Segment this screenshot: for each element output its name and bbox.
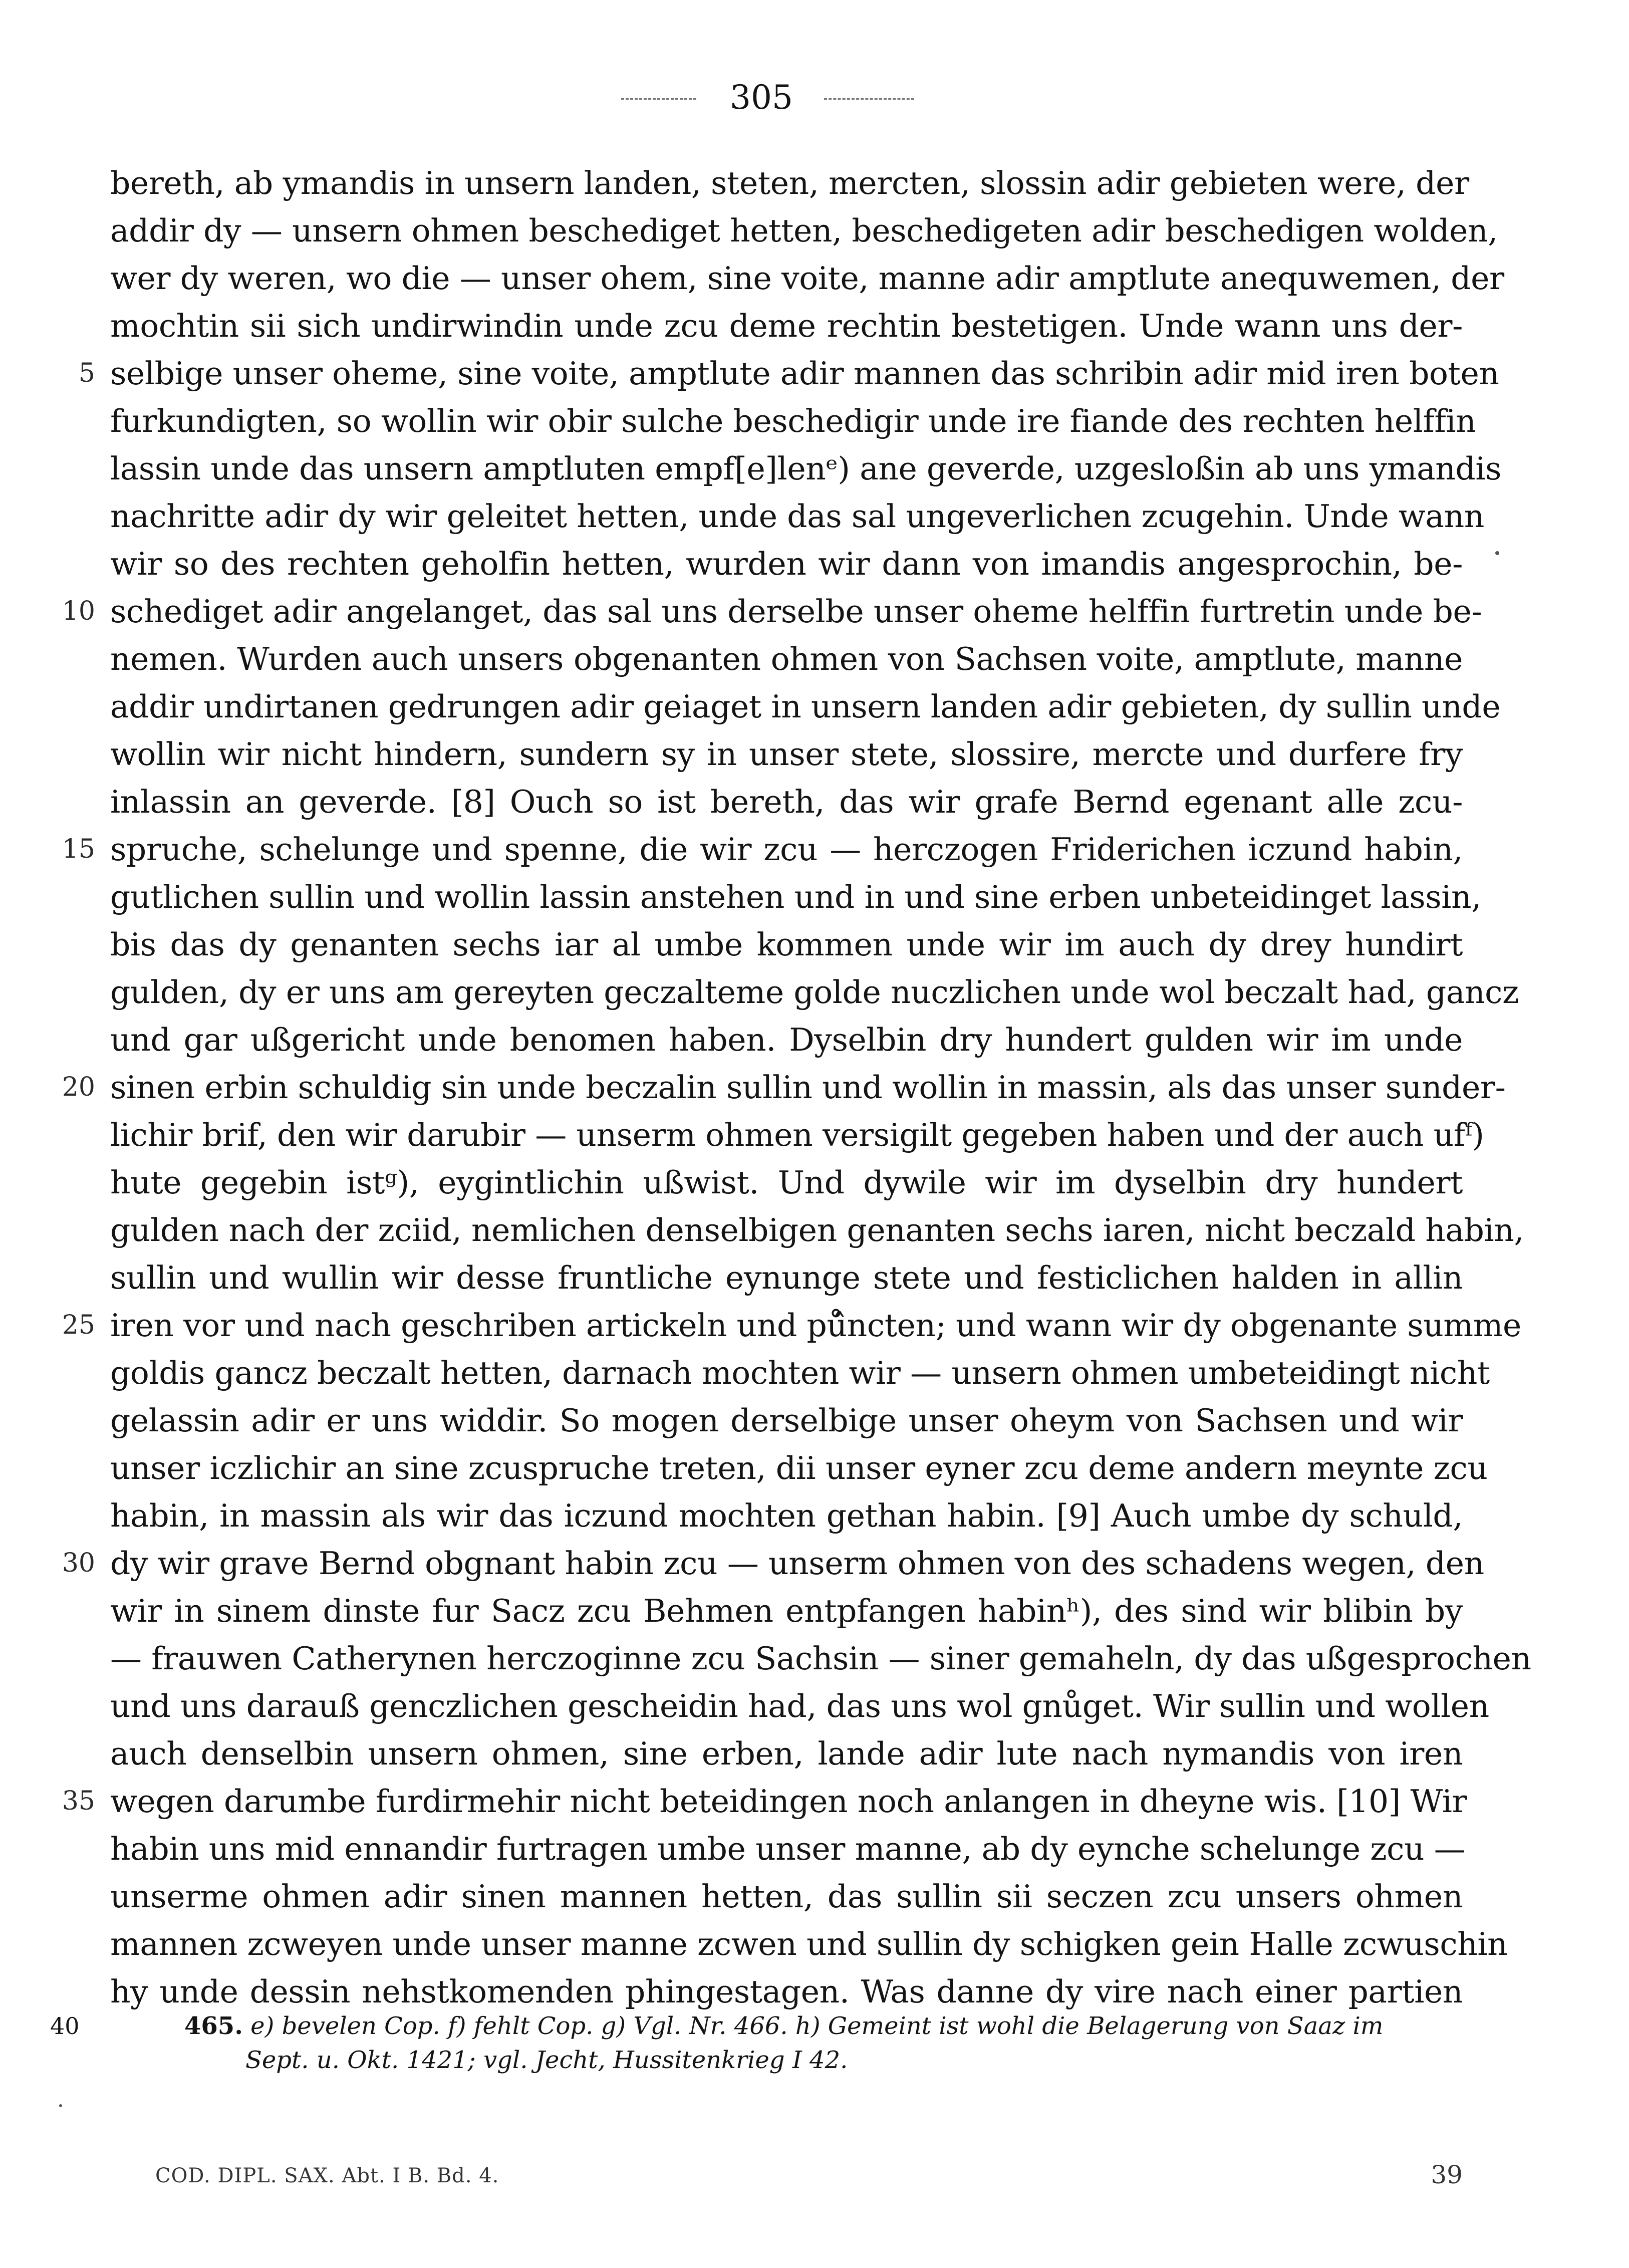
- line-text: sullin und wullin wir desse fruntliche eynunge stete und festiclichen halden in allin: [110, 1259, 1463, 1296]
- text-line: [110, 1444, 1488, 1492]
- line-text: mochtin sii sich undirwindin unde zcu deme rechtin bestetigen. Unde wann uns der-: [110, 308, 1463, 344]
- line-text: wegen darumbe furdirmehir nicht beteidingen noch anlangen in dheyne wis. [10] Wir: [110, 1783, 1467, 1820]
- footnote-line-1: [50, 2009, 1463, 2043]
- text-line: [110, 1254, 1463, 1302]
- line-text: unserme ohmen adir sinen mannen hetten, das sullin sii seczen zcu unsers ohmen: [110, 1878, 1463, 1915]
- line-text: dy wir grave Bernd obgnant habin zcu — unserm ohmen von des schadens wegen, den: [110, 1545, 1484, 1582]
- header-rule-right: [824, 98, 914, 100]
- text-line: [110, 397, 1476, 445]
- text-line: [110, 1159, 1463, 1206]
- line-text: hy unde dessin nehstkomenden phingestagen. Was danne dy vire nach einer partien: [110, 1973, 1463, 2010]
- line-number: 25: [62, 1310, 95, 1340]
- footnote-text-1: [184, 2009, 1463, 2043]
- text-line: [110, 635, 1463, 683]
- line-text: wollin wir nicht hindern, sundern sy in unser stete, slossire, mercte und durfere fry: [110, 736, 1463, 773]
- text-line: [110, 968, 1519, 1016]
- line-text: lichir brif, den wir darubir — unserm ohmen versigilt gegeben haben und der auch ufᶠ): [110, 1117, 1484, 1153]
- line-text: nachritte adir dy wir geleitet hetten, unde das sal ungeverlichen zcugehin. Unde wann: [110, 498, 1484, 535]
- line-text: mannen zcweyen unde unser manne zcwen und sullin dy schigken gein Halle zcwuschin: [110, 1926, 1508, 1962]
- text-line: [110, 730, 1463, 778]
- line-text: wer dy weren, wo die — unser ohem, sine voite, manne adir amptlute anequwemen, der: [110, 260, 1504, 297]
- print-speck: [59, 2104, 62, 2107]
- text-line: [110, 1111, 1484, 1159]
- line-text: lassin unde das unsern amptluten empf[e]lenᵉ) ane geverde, uzgesloßin ab uns ymandis: [110, 450, 1502, 487]
- line-text: bereth, ab ymandis in unsern landen, steten, mercten, slossin adir gebieten were, der: [110, 165, 1469, 201]
- footnote-apparatus: e) bevelen Cop. f) fehlt Cop. g) Vgl. Nr. 466. h) Gemeint ist wohl die Belagerung von Saaz im: [250, 2012, 1384, 2040]
- text-line: [62, 588, 1482, 635]
- footer-signature: COD. DIPL. SAX. Abt. I B. Bd. 4.: [155, 2164, 499, 2187]
- line-text: gulden nach der zciid, nemlichen denselbigen genanten sechs iaren, nicht beczald habin,: [110, 1212, 1524, 1248]
- line-text: schediget adir angelanget, das sal uns derselbe unser oheme helffin furtretin unde be-: [110, 593, 1482, 630]
- line-text: iren vor und nach geschriben artickeln und pů̂ncten; und wann wir dy obgenante summe: [110, 1307, 1521, 1344]
- line-text: und uns darauß genczlichen gescheidin had, das uns wol gnůget. Wir sullin und wollen: [110, 1688, 1489, 1724]
- footnote-text-2: Sept. u. Okt. 1421; vgl. Jecht, Hussitenkrieg I 42.: [245, 2046, 848, 2074]
- text-line: [78, 350, 1499, 397]
- text-line: [110, 1349, 1490, 1397]
- line-text: nemen. Wurden auch unsers obgenanten ohmen von Sachsen voite, amptlute, manne: [110, 641, 1463, 677]
- line-text: gutlichen sullin und wollin lassin anstehen und in und sine erben unbeteidinget lassin,: [110, 879, 1481, 915]
- line-text: inlassin an geverde. [8] Ouch so ist bereth, das wir grafe Bernd egenant alle zcu-: [110, 784, 1463, 820]
- line-number: 5: [78, 358, 95, 388]
- text-line: [110, 1873, 1463, 1920]
- text-line: [62, 826, 1463, 873]
- line-text: gelassin adir er uns widdir. So mogen derselbige unser oheym von Sachsen und wir: [110, 1402, 1463, 1439]
- text-line: [110, 1016, 1463, 1064]
- text-line: [110, 255, 1504, 302]
- text-line: [110, 873, 1481, 921]
- text-line: [110, 1968, 1463, 2015]
- text-line: [110, 207, 1498, 255]
- document-number: 465.: [184, 2012, 243, 2040]
- line-text: — frauwen Catherynen herczoginne zcu Sachsin — siner gemaheln, dy das ußgesprochen: [110, 1640, 1531, 1677]
- text-line: [110, 1206, 1524, 1254]
- line-number: 10: [62, 596, 95, 626]
- text-line: [110, 1920, 1508, 1968]
- text-line: [110, 1825, 1466, 1873]
- page-number: 305: [730, 78, 793, 117]
- line-text: furkundigten, so wollin wir obir sulche beschedigir unde ire fiande des rechten helffin: [110, 403, 1476, 439]
- line-text: auch denselbin unsern ohmen, sine erben, lande adir lute nach nymandis von iren: [110, 1735, 1463, 1772]
- text-line: [62, 1778, 1467, 1825]
- print-speck: [1495, 551, 1499, 555]
- page-header: [0, 75, 1629, 120]
- text-line: [110, 778, 1463, 826]
- line-text: wir in sinem dinste fur Sacz zcu Behmen entpfangen habinʰ), des sind wir blibin by: [110, 1593, 1463, 1629]
- page-footer: [155, 2160, 1463, 2194]
- line-text: selbige unser oheme, sine voite, amptlute adir mannen das schribin adir mid iren boten: [110, 355, 1499, 392]
- line-text: sinen erbin schuldig sin unde beczalin sullin und wollin in massin, als das unser sunder-: [110, 1069, 1506, 1106]
- text-line: [110, 1682, 1489, 1730]
- line-number: 15: [62, 834, 95, 864]
- text-line: [110, 302, 1463, 350]
- text-line: [110, 1587, 1463, 1635]
- text-line: [62, 1064, 1506, 1111]
- header-rule-left: [621, 98, 696, 100]
- line-number: 20: [62, 1072, 95, 1102]
- footnotes: [50, 2009, 1463, 2077]
- body-text: [62, 159, 1531, 2015]
- line-text: habin uns mid ennandir furtragen umbe unser manne, ab dy eynche schelunge zcu —: [110, 1831, 1466, 1867]
- line-number: 35: [62, 1786, 95, 1816]
- line-text: unser iczlichir an sine zcuspruche treten, dii unser eyner zcu deme andern meynte zcu: [110, 1450, 1488, 1486]
- line-text: und gar ußgericht unde benomen haben. Dyselbin dry hundert gulden wir im unde: [110, 1022, 1463, 1058]
- line-text: bis das dy genanten sechs iar al umbe kommen unde wir im auch dy drey hundirt: [110, 926, 1463, 963]
- text-line: [110, 540, 1463, 588]
- sheet-number: 39: [1431, 2160, 1463, 2189]
- line-text: addir dy — unsern ohmen beschediget hetten, beschedigeten adir beschedigen wolden,: [110, 212, 1498, 249]
- line-number: 30: [62, 1548, 95, 1578]
- line-text: spruche, schelunge und spenne, die wir zcu — herczogen Friderichen iczund habin,: [110, 831, 1463, 868]
- text-line: [110, 1492, 1463, 1540]
- text-line: [110, 683, 1501, 730]
- line-text: gulden, dy er uns am gereyten geczalteme golde nuczlichen unde wol beczalt had, gancz: [110, 974, 1519, 1011]
- text-line: [62, 1302, 1521, 1349]
- footnote-line-number: 40: [50, 2012, 80, 2040]
- text-line: [110, 921, 1463, 968]
- text-line: [110, 159, 1469, 207]
- text-line: [110, 445, 1502, 492]
- line-text: habin, in massin als wir das iczund mochten gethan habin. [9] Auch umbe dy schuld,: [110, 1497, 1463, 1534]
- text-line: [110, 1635, 1531, 1682]
- line-text: addir undirtanen gedrungen adir geiaget in unsern landen adir gebieten, dy sullin unde: [110, 688, 1501, 725]
- line-text: hute gegebin istᵍ), eygintlichin ußwist. Und dywile wir im dyselbin dry hundert: [110, 1164, 1463, 1201]
- text-line: [110, 1397, 1463, 1444]
- text-line: [62, 1540, 1484, 1587]
- line-text: wir so des rechten geholfin hetten, wurden wir dann von imandis angesprochin, be-: [110, 546, 1463, 582]
- footnote-line-2: [50, 2043, 1463, 2077]
- text-line: [110, 1730, 1463, 1778]
- line-text: goldis gancz beczalt hetten, darnach mochten wir — unsern ohmen umbeteidingt nicht: [110, 1355, 1490, 1391]
- text-line: [110, 492, 1484, 540]
